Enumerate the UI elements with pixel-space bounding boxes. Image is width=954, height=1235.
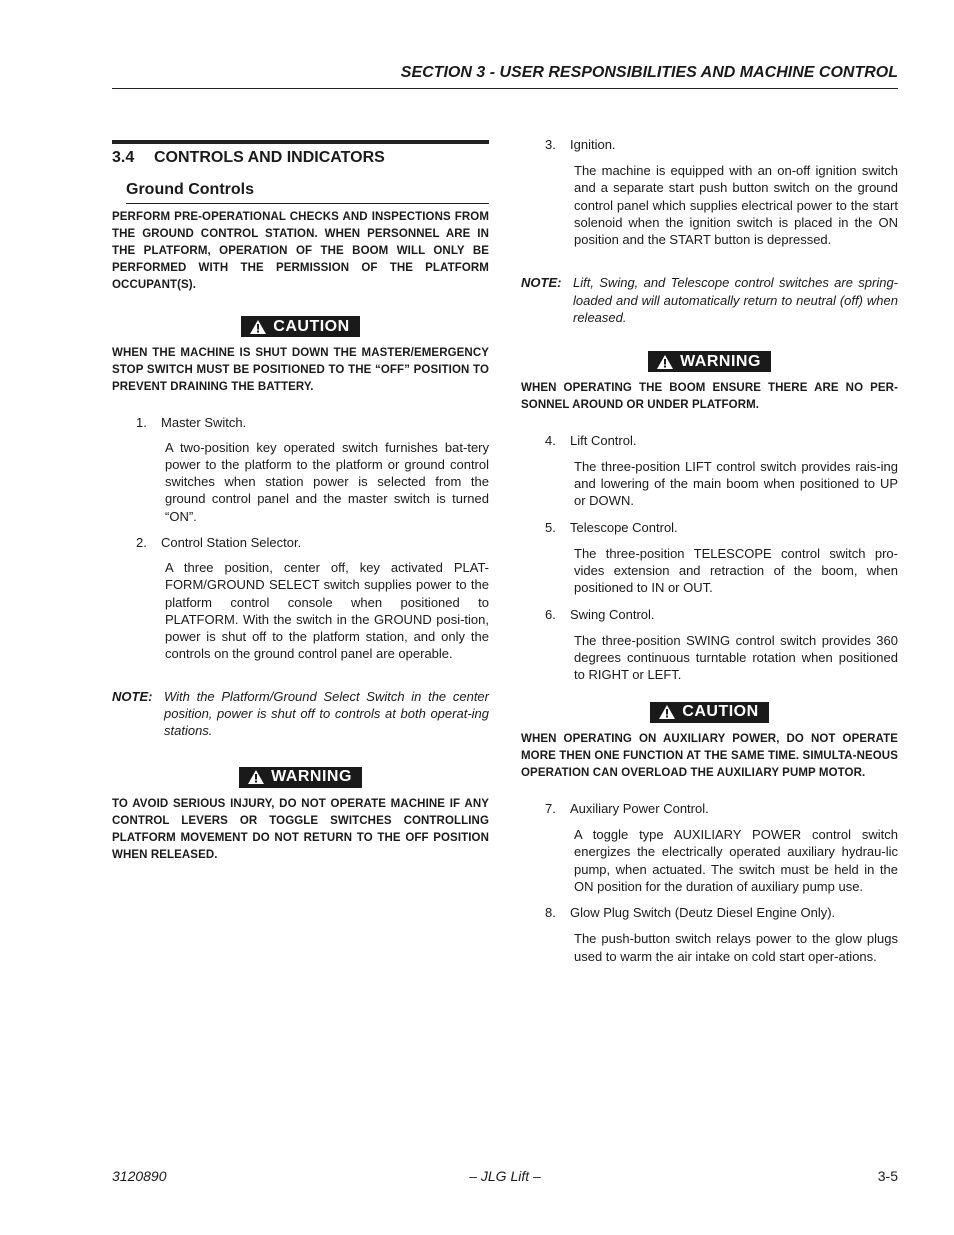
left-column [112, 138, 489, 864]
warning-triangle-icon [656, 354, 674, 370]
note-text: Lift, Swing, and Telescope control switches are spring-loaded and will automatically return to neutral (off) when released. [573, 275, 898, 326]
footer-brand: – JLG Lift – [469, 1168, 541, 1184]
list-item-label: Ignition. [570, 137, 616, 152]
warning-triangle-icon [247, 769, 265, 785]
note-block [521, 274, 898, 326]
caution-badge [241, 316, 359, 337]
section-number: 3.4 [112, 149, 135, 166]
page-number: 3-5 [877, 1168, 898, 1184]
caution-badge-row-1 [112, 316, 489, 340]
section-title-text: CONTROLS AND INDICATORS [154, 149, 385, 166]
page-footer [112, 1168, 898, 1188]
list-item-number: 8. [545, 905, 556, 921]
list-item-number: 2. [136, 534, 147, 550]
list-item-body: A toggle type AUXILIARY POWER control switch energizes the electrically operated auxiliary hydrau-lic pump, when actuated. The switch must be held in the ON position for the duration of auxiliary pump use. [574, 827, 898, 894]
note-block [112, 688, 489, 740]
caution-text: WHEN OPERATING ON AUXILIARY POWER, DO NOT OPERATE MORE THEN ONE FUNCTION AT THE SAME TIME. SIMULTA-NEOUS OPERATION CAN OVERLOAD THE AUXILIARY PUMP MOTOR. [521, 733, 898, 780]
list-item-body: The three-position SWING control switch provides 360 degrees continuous turntable rotation when positioned to RIGHT or LEFT. [574, 632, 898, 683]
list-item-label: Telescope Control. [570, 519, 678, 535]
list-item-label: Glow Plug Switch (Deutz Diesel Engine Only). [570, 905, 836, 921]
warning-triangle-icon [658, 704, 676, 720]
note-text: With the Platform/Ground Select Switch in the center position, power is shut off to controls at both operat-ing stations. [164, 688, 489, 739]
section-title [112, 140, 489, 169]
warning-text: WHEN OPERATING THE BOOM ENSURE THERE ARE NO PER-SONNEL AROUND OR UNDER PLATFORM. [521, 381, 898, 411]
list-item-number: 6. [545, 606, 556, 622]
list-item-title [112, 534, 489, 551]
list-item-title [521, 432, 898, 449]
note-label: NOTE: [112, 688, 153, 704]
list-item-label: Control Station Selector. [161, 534, 302, 550]
caution-label: CAUTION [682, 703, 759, 721]
warning-badge-row-2 [521, 351, 898, 375]
header-rule [112, 88, 898, 89]
caution-label: CAUTION [273, 317, 350, 335]
caution-badge [650, 702, 768, 723]
right-column [521, 136, 898, 965]
list-item-title [521, 606, 898, 623]
list-item-number: 3. [545, 137, 556, 152]
warning-badge-row-1 [112, 767, 489, 791]
list-item-body: The three-position TELESCOPE control switch pro-vides extension and retraction of the boom, when positioned to IN or OUT. [574, 545, 898, 596]
list-item-body: The machine is equipped with an on-off ignition switch and a separate start push button switch on the ground control panel which supplies electrical power to the start solenoid when the ignition switch is placed in the ON position and the START button is depressed. [574, 163, 898, 248]
list-item-title [521, 519, 898, 536]
list-item-label: Lift Control. [570, 432, 637, 448]
list-item-label: Auxiliary Power Control. [570, 801, 709, 817]
list-item-label: Master Switch. [161, 414, 247, 430]
list-item-title [521, 136, 898, 153]
list-item-label: Swing Control. [570, 606, 655, 622]
list-item-title [521, 904, 898, 921]
subheading: Ground Controls [126, 181, 489, 204]
warning-badge [648, 351, 771, 372]
caution-badge-row-2 [521, 702, 898, 726]
document-number: 3120890 [112, 1168, 167, 1184]
list-item-title [112, 414, 489, 431]
intro-paragraph: PERFORM PRE-OPERATIONAL CHECKS AND INSPECTIONS FROM THE GROUND CONTROL STATION. WHEN PERSONNEL ARE IN THE PLATFORM, OPERATION OF THE BOOM WILL ONLY BE PERFORMED WITH THE PERMISSION OF THE PLATFORM OCCUPANT(S). [112, 211, 489, 291]
list-item-number: 1. [136, 414, 147, 430]
list-item-body: A two-position key operated switch furnishes bat-tery power to the platform to the platform or ground control switches when station power is selected from the ground control panel and the master switch is turned “ON”. [165, 439, 489, 524]
warning-triangle-icon [249, 319, 267, 335]
warning-badge [239, 767, 362, 788]
caution-text: WHEN THE MACHINE IS SHUT DOWN THE MASTER/EMERGENCY STOP SWITCH MUST BE POSITIONED TO THE “OFF” POSITION TO PREVENT DRAINING THE BATTERY. [112, 346, 489, 393]
list-item-title [521, 800, 898, 817]
warning-text: TO AVOID SERIOUS INJURY, DO NOT OPERATE MACHINE IF ANY CONTROL LEVERS OR TOGGLE SWITCHES CONTROLLING PLATFORM MOVEMENT DO NOT RETURN TO THE OFF POSITION WHEN RELEASED. [112, 798, 489, 862]
list-item-body: The push-button switch relays power to the glow plugs used to warm the air intake on cold start oper-ations. [574, 931, 898, 964]
note-label: NOTE: [521, 275, 562, 291]
list-item-number: 4. [545, 432, 556, 448]
list-item-number: 7. [545, 801, 556, 817]
warning-label: WARNING [680, 352, 761, 370]
warning-label: WARNING [271, 768, 352, 786]
running-header: SECTION 3 - USER RESPONSIBILITIES AND MACHINE CONTROL [400, 64, 898, 81]
list-item-body: A three position, center off, key activated PLAT-FORM/GROUND SELECT switch supplies power to the platform control console when positioned to PLATFORM. With the switch in the GROUND posi-tion, power is shut off to the platform station, and only the controls on the ground control panel are operable. [165, 559, 489, 662]
list-item-number: 5. [545, 519, 556, 535]
list-item-body: The three-position LIFT control switch provides rais-ing and lowering of the main boom when positioned to UP or DOWN. [574, 458, 898, 509]
